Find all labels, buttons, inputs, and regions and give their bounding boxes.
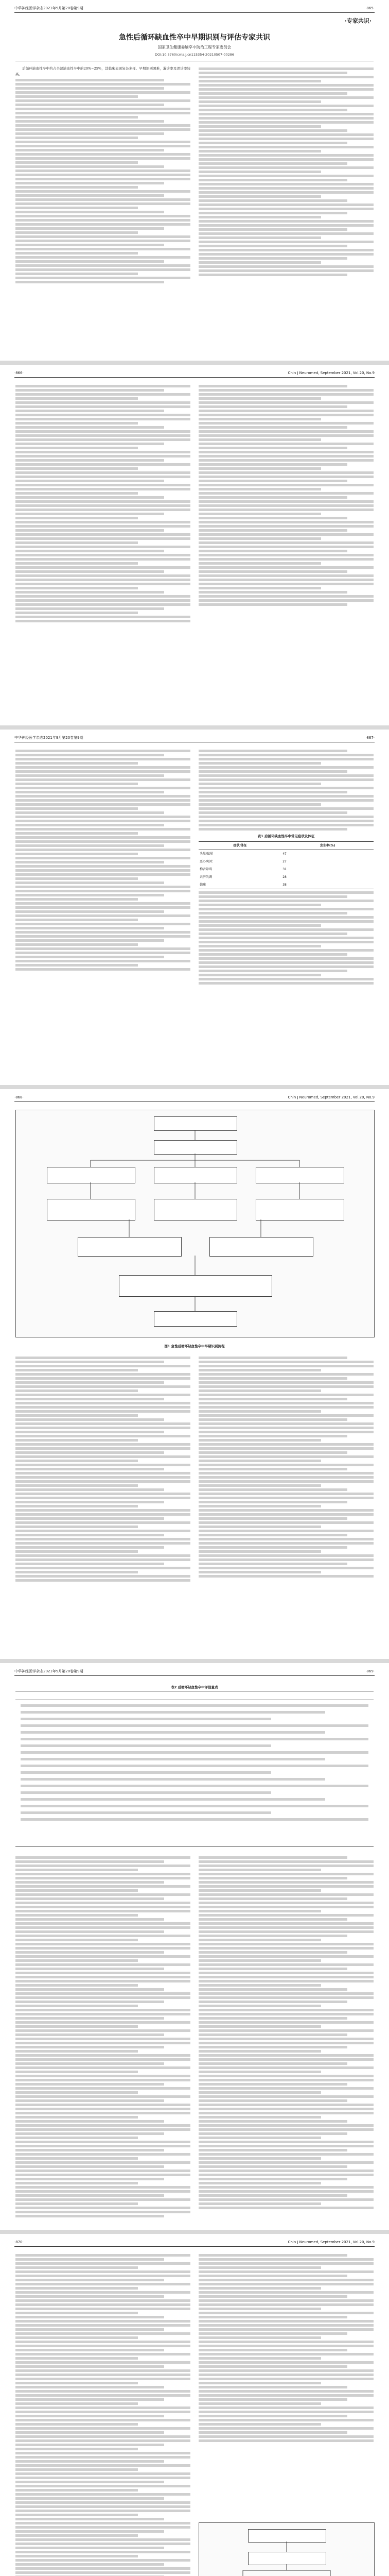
flowchart-2 [199, 2522, 375, 2576]
column-right [199, 1855, 374, 2211]
column-right [199, 2252, 374, 2444]
header-right: ·865· [365, 6, 375, 10]
column-right [199, 66, 374, 278]
column-left [15, 66, 190, 285]
column-left [15, 748, 190, 972]
table-row: 偏瘫 38 [199, 881, 374, 889]
page-2 [0, 365, 389, 725]
header-left: 中华神经医学杂志2021年9月第20卷第9期 [14, 1669, 83, 1673]
flowchart-1 [15, 1110, 375, 1337]
page-1 [0, 0, 389, 361]
table-header: 发生率(%) [281, 842, 374, 850]
figure-caption: 图1 急性后循环缺血性卒中早期识别流程 [164, 1344, 225, 1348]
running-header [14, 4, 375, 13]
intro-paragraph: 后循环缺血性卒中约占全部缺血性卒中的20%~25%，其临床表现复杂多样、早期识别困难，漏诊率及误诊率较高。 [15, 66, 190, 76]
column-left [15, 383, 190, 624]
header-left: 中华神经医学杂志2021年9月第20卷第9期 [14, 736, 83, 740]
table-header: 症状/体征 [199, 842, 281, 850]
column-right [199, 1355, 374, 1579]
table-row: 共济失调 28 [200, 875, 287, 879]
header-left: ·868· [14, 1095, 24, 1099]
flowchart-arrows [16, 1110, 374, 1337]
page-6 [0, 2234, 389, 2576]
header-left: ·866· [14, 371, 24, 375]
table-caption: 表2 后循环缺血性卒中评估量表 [171, 1685, 218, 1689]
scale-table [15, 1691, 374, 1846]
table-row: 恶心/呕吐 27 [200, 860, 287, 863]
header-right: Chin J Neuromed, September 2021, Vol.20, No.9 [288, 2240, 375, 2244]
article-title: 急性后循环缺血性卒中早期识别与评估专家共识 [119, 33, 270, 42]
column-right [199, 748, 374, 986]
table-caption: 表1 后循环缺血性卒中常见症状及体征 [257, 834, 315, 838]
symptom-table [199, 841, 374, 889]
table-row: 头晕/眩晕 47 [200, 852, 287, 856]
running-header [14, 2238, 375, 2247]
page-3 [0, 730, 389, 1085]
page-4 [0, 1089, 389, 1659]
column-tag: ·专家共识· [344, 18, 372, 24]
running-header [14, 1093, 375, 1102]
header-left: ·870· [14, 2240, 24, 2244]
running-header [14, 734, 375, 742]
header-right: ·867· [365, 736, 375, 740]
column-left [15, 1855, 190, 2219]
article-author: 国家卫生健康委脑卒中防治工程专家委员会 [157, 45, 232, 49]
page-5 [0, 1663, 389, 2230]
header-right: ·869· [365, 1669, 375, 1673]
running-header [14, 1667, 375, 1676]
column-right [199, 383, 374, 607]
running-header [14, 369, 375, 378]
table-row: 构音障碍 31 [200, 868, 287, 871]
header-left: 中华神经医学杂志2021年9月第20卷第9期 [14, 6, 83, 10]
article-doi: DOI:10.3760/cma.j.cn115354-20210507-00286 [154, 53, 235, 57]
column-left [15, 2252, 190, 2576]
flowchart-arrows [199, 2523, 374, 2576]
header-right: Chin J Neuromed, September 2021, Vol.20, No.9 [288, 1095, 375, 1099]
header-right: Chin J Neuromed, September 2021, Vol.20, No.9 [288, 371, 375, 375]
column-left [15, 1355, 190, 1583]
